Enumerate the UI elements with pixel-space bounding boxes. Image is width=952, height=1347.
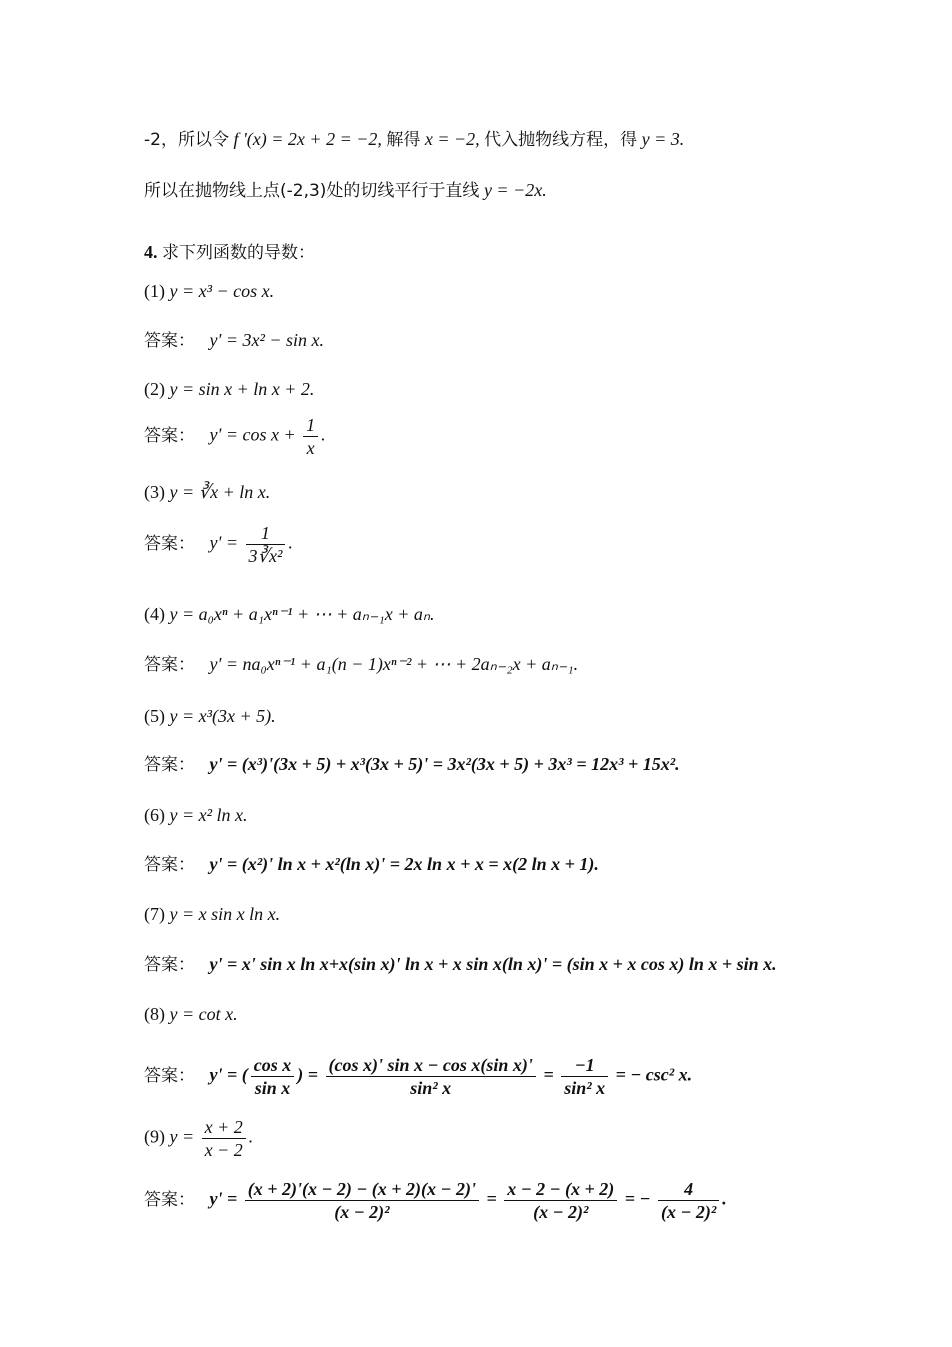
fraction-numerator: (cos x)' sin x − cos x(sin x)' (328, 1055, 533, 1075)
problem-number: (8) (144, 1004, 165, 1024)
problem-question: y = x³ − cos x. (169, 281, 275, 301)
problem-question: y = sin x + ln x + 2. (169, 379, 315, 399)
answer-formula: . (722, 1188, 727, 1209)
section-number: 4. (144, 242, 158, 262)
problem-7 (144, 902, 280, 926)
answer-fraction (245, 1178, 479, 1223)
problem-5 (144, 704, 276, 728)
answer-4 (144, 652, 578, 677)
answer-9 (144, 1178, 727, 1223)
answer-label: 答案： (144, 955, 195, 975)
problem-9 (144, 1116, 253, 1161)
intro-text: 解得 (386, 130, 421, 150)
answer-formula: y' = (x³)'(3x + 5) + x³(3x + 5)' = 3x²(3x + 5) + 3x³ = 12x³ + 15x². (209, 754, 680, 774)
problem-question: y = ∛x + ln x. (169, 482, 271, 502)
fraction-denominator: x (303, 436, 318, 459)
fraction-denominator: 3∛x² (246, 544, 286, 567)
fraction-denominator: (x − 2)² (245, 1200, 479, 1223)
problem-question: y = x sin x ln x. (169, 904, 281, 924)
fraction-denominator: (x − 2)² (658, 1200, 719, 1223)
answer-formula: = − csc² x. (615, 1064, 693, 1085)
answer-label: 答案： (144, 1189, 195, 1210)
problem-number: (6) (144, 805, 165, 825)
answer-fraction (246, 522, 286, 567)
fraction-numerator: 1 (260, 523, 270, 543)
answer-6 (144, 852, 599, 877)
fraction-numerator: (x + 2)'(x − 2) − (x + 2)(x − 2)' (247, 1179, 476, 1199)
answer-fraction (251, 1054, 295, 1099)
intro-line-1 (144, 127, 684, 152)
answer-2 (144, 414, 326, 459)
answer-label: 答案： (144, 755, 195, 775)
problem-6 (144, 803, 248, 827)
answer-fraction (303, 414, 318, 459)
answer-7 (144, 952, 777, 977)
problem-number: (5) (144, 706, 165, 726)
section-heading (144, 240, 315, 265)
answer-8 (144, 1054, 692, 1099)
answer-formula: ) = (297, 1064, 319, 1085)
problem-question: . (248, 1126, 254, 1147)
problem-1 (144, 279, 274, 303)
answer-formula: y' = (209, 1188, 238, 1209)
answer-fraction (658, 1178, 719, 1223)
intro-formula: x = −2, (424, 129, 480, 149)
answer-fraction (504, 1178, 617, 1223)
problem-number: (9) (144, 1126, 165, 1147)
problem-number: (4) (144, 604, 165, 624)
fraction-numerator: 4 (684, 1179, 694, 1199)
answer-formula: = − (624, 1188, 651, 1209)
answer-formula: = (486, 1188, 497, 1209)
problem-8 (144, 1002, 238, 1026)
intro-text: -2，所以令 (144, 130, 229, 150)
answer-label: 答案： (144, 655, 195, 675)
answer-formula: y' = cos x + (209, 424, 296, 445)
question-fraction (202, 1116, 246, 1161)
problem-2 (144, 377, 314, 401)
fraction-denominator: sin² x (561, 1076, 608, 1099)
problem-3 (144, 480, 270, 504)
problem-4 (144, 602, 435, 626)
intro-line-2 (144, 178, 547, 203)
answer-formula: = (543, 1064, 554, 1085)
answer-formula: . (321, 424, 326, 445)
answer-formula: y' = (209, 532, 238, 553)
answer-formula: y' = x' sin x ln x+x(sin x)' ln x + x sin x(ln x)' = (sin x + x cos x) ln x + sin x. (209, 954, 777, 974)
answer-formula: y' = na₀xⁿ⁻¹ + a₁(n − 1)xⁿ⁻² + ⋯ + 2aₙ₋₂x + aₙ₋₁. (209, 654, 579, 674)
fraction-numerator: x − 2 − (x + 2) (507, 1179, 615, 1199)
answer-fraction (561, 1054, 608, 1099)
answer-formula: y' = (x²)' ln x + x²(ln x)' = 2x ln x + x = x(2 ln x + 1). (209, 854, 599, 874)
answer-label: 答案： (144, 331, 195, 351)
fraction-denominator: sin² x (326, 1076, 536, 1099)
fraction-numerator: cos x (253, 1055, 292, 1075)
problem-number: (3) (144, 482, 165, 502)
answer-formula: y' = ( (209, 1064, 248, 1085)
intro-formula: f '(x) = 2x + 2 = −2, (233, 129, 382, 149)
fraction-numerator: −1 (574, 1055, 595, 1075)
intro-formula: y = −2x. (483, 180, 547, 200)
answer-formula: y' = 3x² − sin x. (209, 330, 325, 350)
fraction-numerator: x + 2 (204, 1117, 243, 1137)
intro-formula: y = 3. (641, 129, 685, 149)
answer-label: 答案： (144, 533, 195, 554)
fraction-denominator: sin x (251, 1076, 295, 1099)
answer-5 (144, 752, 680, 777)
answer-label: 答案： (144, 425, 195, 446)
section-title: 求下列函数的导数： (162, 243, 315, 263)
problem-question: y = x² ln x. (169, 805, 248, 825)
intro-text: 所以在抛物线上点(-2,3)处的切线平行于直线 (144, 181, 480, 201)
answer-fraction (326, 1054, 536, 1099)
problem-number: (1) (144, 281, 165, 301)
problem-number: (2) (144, 379, 165, 399)
fraction-denominator: x − 2 (202, 1138, 246, 1161)
problem-question: y = a₀xⁿ + a₁xⁿ⁻¹ + ⋯ + aₙ₋₁x + aₙ. (169, 604, 435, 624)
answer-label: 答案： (144, 855, 195, 875)
intro-text: 代入抛物线方程，得 (484, 130, 638, 150)
problem-question: y = (169, 1126, 195, 1147)
problem-number: (7) (144, 904, 165, 924)
answer-formula: . (288, 532, 293, 553)
answer-label: 答案： (144, 1065, 195, 1086)
answer-1 (144, 328, 324, 353)
fraction-denominator: (x − 2)² (504, 1200, 617, 1223)
fraction-numerator: 1 (306, 415, 316, 435)
problem-question: y = cot x. (169, 1004, 238, 1024)
answer-3 (144, 522, 293, 567)
problem-question: y = x³(3x + 5). (169, 706, 276, 726)
